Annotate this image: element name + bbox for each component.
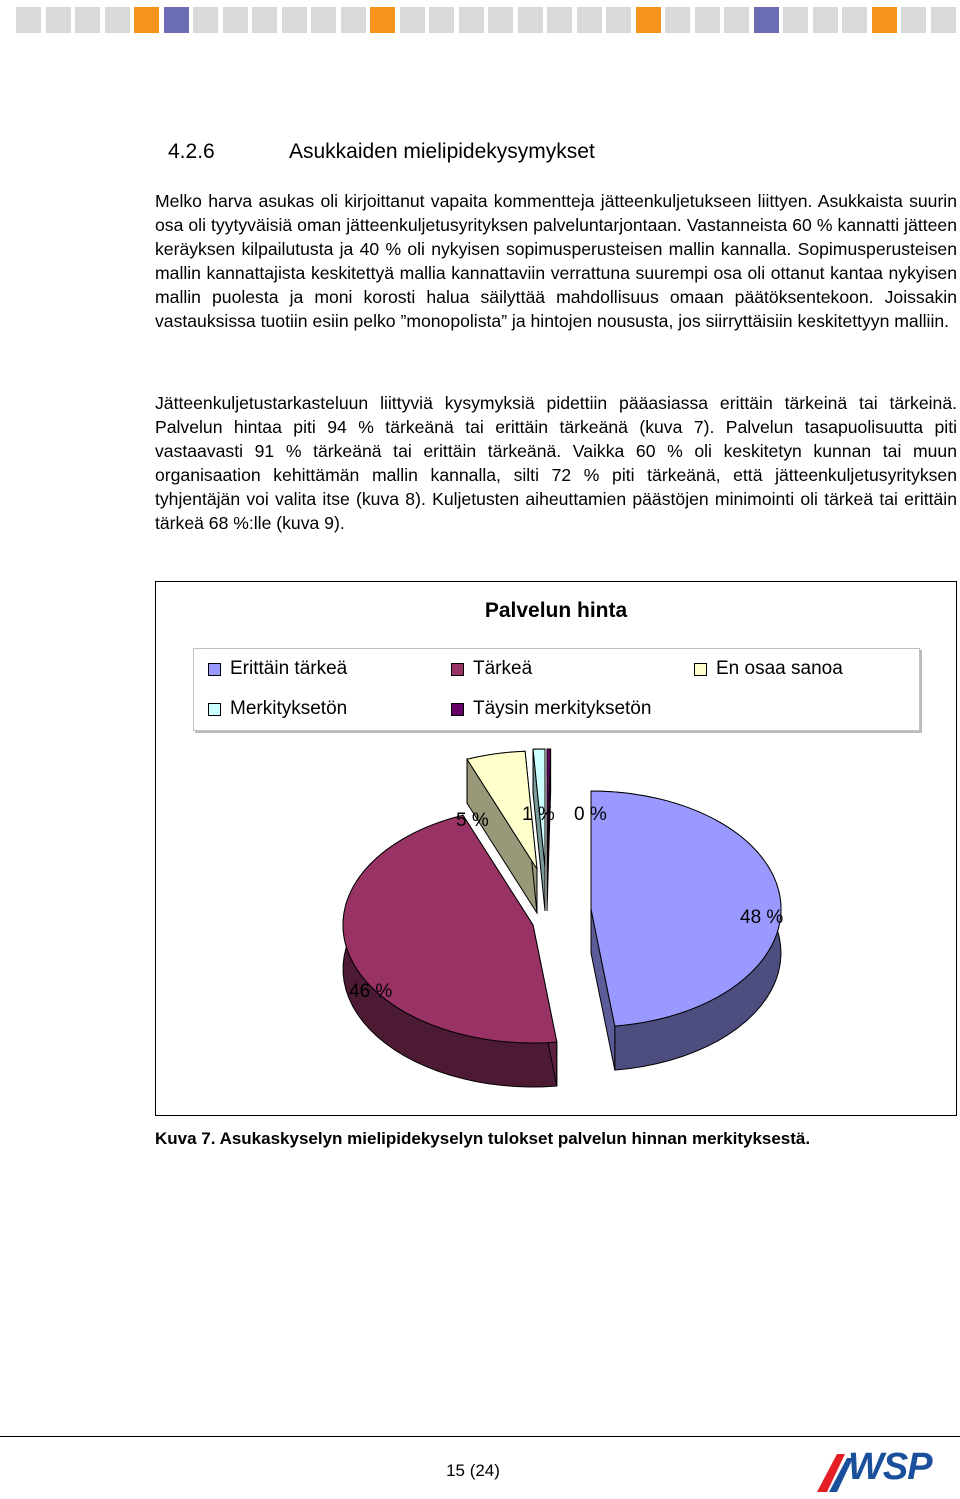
header-strip-square bbox=[636, 7, 661, 33]
pie-data-label: 0 % bbox=[574, 804, 607, 825]
header-strip-square bbox=[931, 7, 956, 33]
figure-caption: Kuva 7. Asukaskyselyn mielipidekyselyn tulokset palvelun hinnan merkityksestä. bbox=[155, 1129, 811, 1148]
header-strip-square bbox=[193, 7, 218, 33]
header-strip-square bbox=[370, 7, 395, 33]
header-strip-square bbox=[311, 7, 336, 33]
pie-data-label: 48 % bbox=[740, 907, 784, 928]
header-strip-square bbox=[75, 7, 100, 33]
header-strip-square bbox=[872, 7, 897, 33]
header-color-strip bbox=[16, 7, 960, 33]
pie-chart-figure bbox=[155, 581, 957, 1116]
paragraph-2: Jätteenkuljetustarkasteluun liittyviä kysymyksiä pidettiin pääasiassa erittäin tärkeinä tai tärkeinä. Palvelun hintaa piti 94 % tärkeänä tai erittäin tärkeänä (kuva 7). Palvelun tasapuolisuutta piti vastaavasti 91 % tärkeänä tai erittäin tärkeänä. Vaikka 60 % oli keskitetyn kunnan tai muun organisaation kehittämän mallin kannalla, silti 72 % piti tärkeänä, että jätteenkuljetusyrityksen tyhjentäjän voi valita itse (kuva 8). Kuljetusten aiheuttamien päästöjen minimointi oli tärkeä tai erittäin tärkeä 68 %:lle (kuva 9). bbox=[155, 393, 957, 533]
header-strip-square bbox=[46, 7, 71, 33]
pie-chart bbox=[156, 582, 956, 1115]
header-strip-square bbox=[459, 7, 484, 33]
section-heading bbox=[168, 140, 595, 164]
pie-data-label: 5 % bbox=[456, 810, 489, 831]
header-strip-square bbox=[223, 7, 248, 33]
header-strip-square bbox=[813, 7, 838, 33]
wsp-logo-text: WSP bbox=[848, 1446, 932, 1488]
header-strip-square bbox=[547, 7, 572, 33]
header-strip-square bbox=[429, 7, 454, 33]
header-strip-square bbox=[577, 7, 602, 33]
paragraph-1: Melko harva asukas oli kirjoittanut vapaita kommentteja jätteenkuljetukseen liittyen. Asukkaista suurin osa oli tyytyväisiä oman jätteenkuljetusyrityksen palveluntarjontaan. Vastanneista 60 % kannatti jätteen keräyksen kilpailutusta ja 40 % oli nykyisen sopimusperusteisen mallin kannalla. Sopimusperusteisen mallin kannattajista keskitettyä mallia kannattaviin verrattuna suurempi osa oli ottanut kantaa nykyisen mallin puolesta ja moni korosti halua säilyttää mahdollisuus omaan päätöksentekoon. Joissakin vastauksissa tuotiin esiin pelko ”monopolista” ja hintojen noususta, jos siirryttäisiin keskitettyyn malliin. bbox=[155, 191, 957, 331]
chart-title: Palvelun hinta bbox=[484, 599, 628, 622]
footer-divider bbox=[0, 1436, 960, 1437]
header-strip-square bbox=[842, 7, 867, 33]
pie-data-label: 1 % bbox=[522, 804, 555, 825]
header-strip-square bbox=[754, 7, 779, 33]
header-strip-square bbox=[282, 7, 307, 33]
header-strip-square bbox=[665, 7, 690, 33]
pie-data-label: 46 % bbox=[349, 981, 393, 1002]
legend-label: En osaa sanoa bbox=[716, 658, 843, 679]
header-strip-square bbox=[695, 7, 720, 33]
section-title: Asukkaiden mielipidekysymykset bbox=[289, 140, 595, 163]
header-strip-square bbox=[901, 7, 926, 33]
legend-label: Täysin merkityksetön bbox=[473, 698, 652, 719]
header-strip-square bbox=[400, 7, 425, 33]
page-number: 15 (24) bbox=[446, 1461, 500, 1480]
legend-label: Erittäin tärkeä bbox=[230, 658, 348, 679]
legend-label: Merkityksetön bbox=[230, 698, 348, 719]
header-strip-square bbox=[341, 7, 366, 33]
header-strip-square bbox=[134, 7, 159, 33]
legend-label: Tärkeä bbox=[473, 658, 533, 679]
section-number: 4.2.6 bbox=[168, 140, 215, 163]
header-strip-square bbox=[724, 7, 749, 33]
header-strip-square bbox=[16, 7, 41, 33]
header-strip-square bbox=[606, 7, 631, 33]
header-strip-square bbox=[783, 7, 808, 33]
header-strip-square bbox=[164, 7, 189, 33]
header-strip-square bbox=[488, 7, 513, 33]
header-strip-square bbox=[105, 7, 130, 33]
header-strip-square bbox=[518, 7, 543, 33]
header-strip-square bbox=[252, 7, 277, 33]
